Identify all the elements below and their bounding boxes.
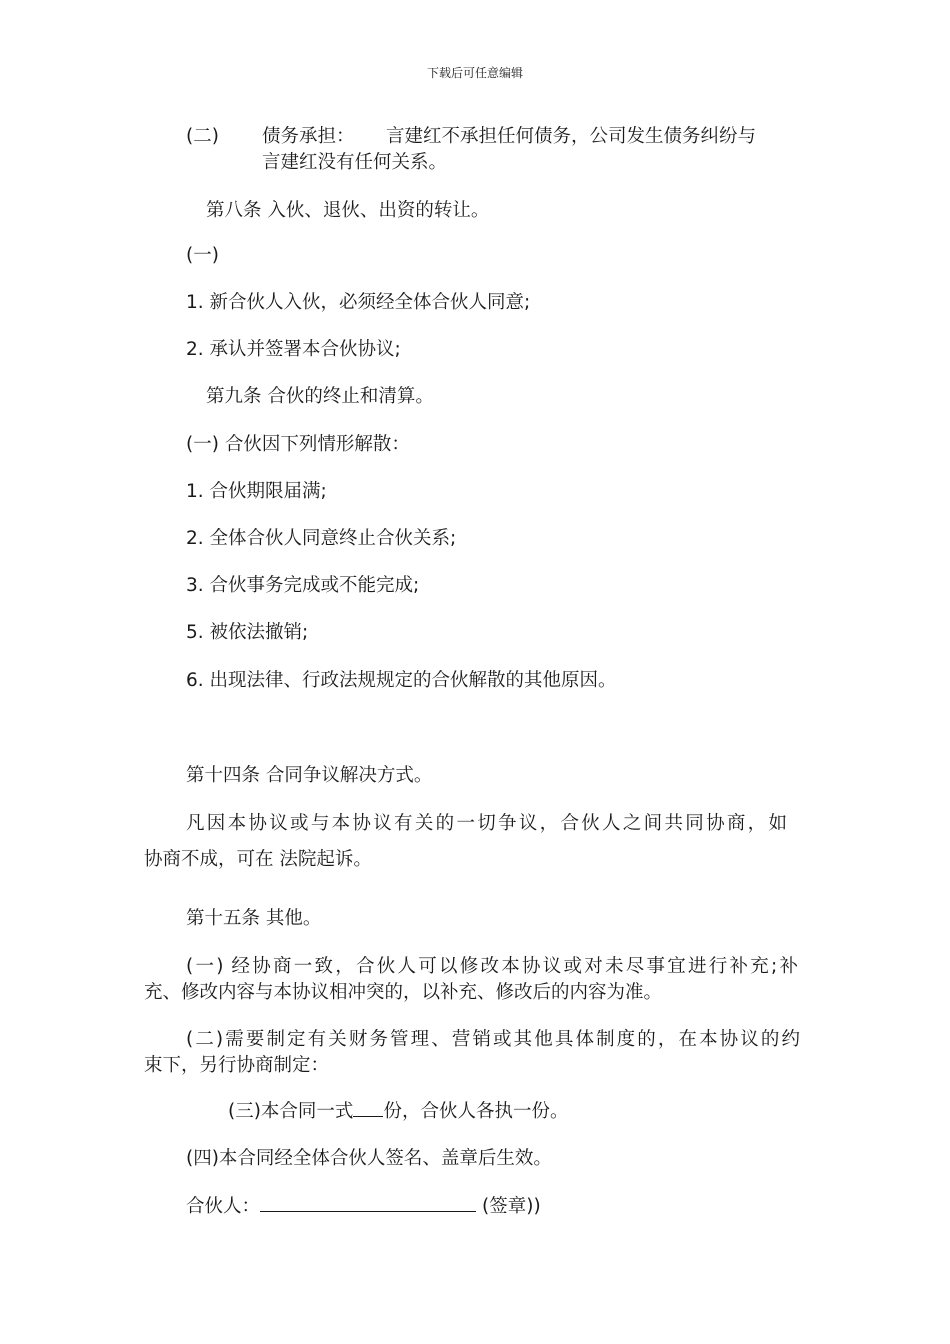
list-item: 3. 合伙事务完成或不能完成; [186,575,420,596]
clause-3-text-after: 份，合伙人各执一份。 [383,1101,569,1122]
list-item: 2. 承认并签署本合伙协议; [186,339,401,360]
item-number: (二) [186,126,219,147]
signature-suffix: (签章)) [482,1196,541,1217]
item-label: 债务承担： [262,126,355,147]
list-item: 1. 合伙期限届满; [186,481,327,502]
list-item: 6. 出现法律、行政法规规定的合伙解散的其他原因。 [186,670,617,691]
clause-4: (四)本合同经全体合伙人签名、盖章后生效。 [186,1148,552,1169]
signature-blank-field[interactable] [260,1193,476,1212]
clause-3-text-before: (三)本合同一式 [228,1101,354,1122]
page-header: 下载后可任意编辑 [426,66,523,80]
article-14-title: 第十四条 合同争议解决方式。 [186,765,433,786]
item-text-line1: 言建红不承担任何债务，公司发生债务纠纷与 [386,126,757,147]
clause-1-line1: (一) 经协商一致，合伙人可以修改本协议或对未尽事宜进行补充;补 [186,956,798,977]
article-14-para-line1: 凡因本协议或与本协议有关的一切争议，合伙人之间共同协商，如 [186,813,787,834]
list-item: 5. 被依法撤销; [186,622,309,643]
signature-line [186,1193,541,1220]
clause-1-line2: 充、修改内容与本协议相冲突的，以补充、修改后的内容为准。 [144,982,663,1003]
item-text-line2: 言建红没有任何关系。 [262,152,448,173]
clause-3 [228,1098,568,1125]
article-9-sub: (一) 合伙因下列情形解散： [186,434,410,455]
clause-2-line1: (二)需要制定有关财务管理、营销或其他具体制度的，在本协议的约 [186,1029,800,1050]
copies-blank-field[interactable] [353,1098,383,1117]
clause-2-line2: 束下，另行协商制定： [144,1055,330,1076]
article-15-title: 第十五条 其他。 [186,908,322,929]
article-8-title: 第八条 入伙、退伙、出资的转让。 [206,200,490,221]
signature-label: 合伙人： [186,1196,261,1217]
article-9-title: 第九条 合伙的终止和清算。 [206,386,434,407]
article-8-sub: (一) [186,245,219,266]
list-item: 2. 全体合伙人同意终止合伙关系; [186,528,457,549]
article-14-para-line2: 协商不成，可在 法院起诉。 [144,849,372,870]
list-item: 1. 新合伙人入伙，必须经全体合伙人同意; [186,292,531,313]
